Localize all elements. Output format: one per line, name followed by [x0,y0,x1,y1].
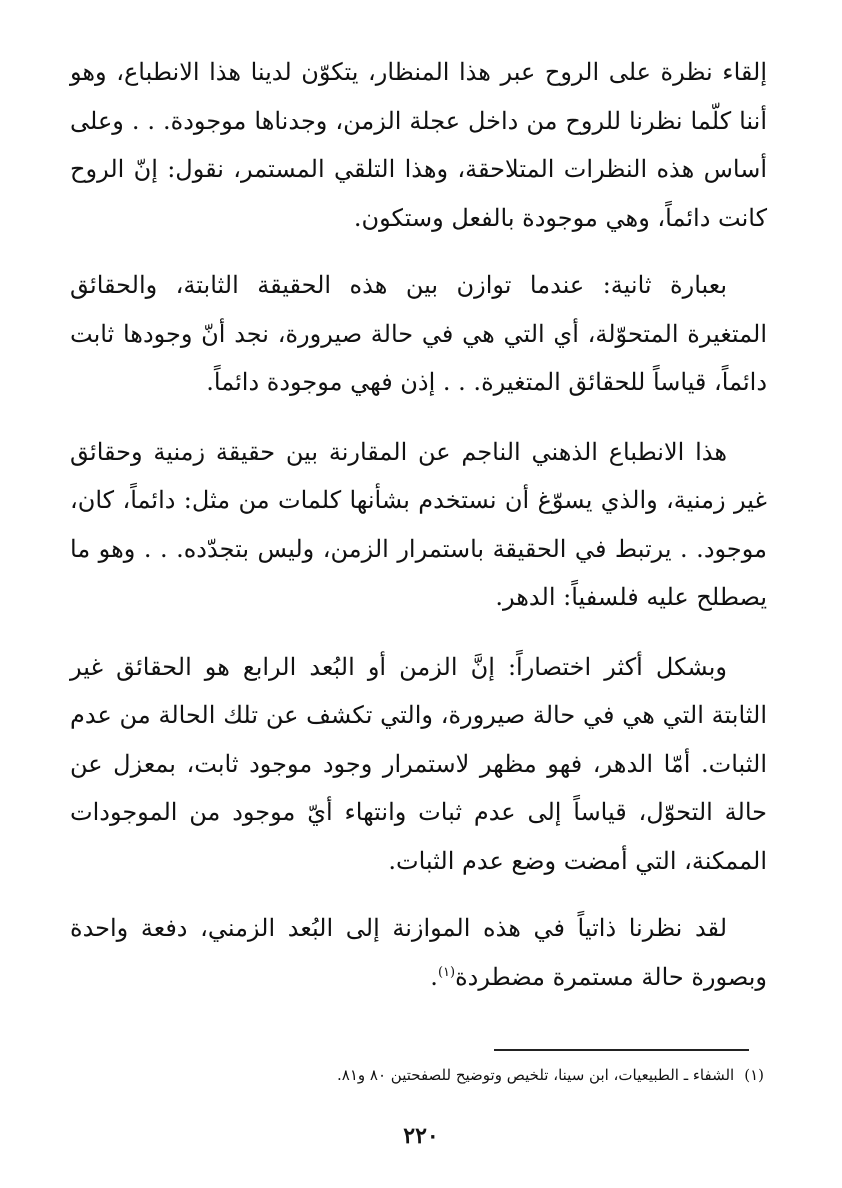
paragraph-2: بعبارة ثانية: عندما توازن بين هذه الحقيقة الثابتة، والحقائق المتغيرة المتحوّلة، أي التي هي في حالة صيرورة، نجد أنّ وجودها ثابت دائماً، قياساً للحقائق المتغيرة. . . إذن فهي موجودة دائماً. [70,271,767,396]
footnote-divider [494,1049,749,1051]
page-body [70,48,767,1001]
paragraph-5-end: . [430,962,438,991]
footnote-text: الشفاء ـ الطبيعيات، ابن سينا، تلخيص وتوضيح للصفحتين ٨٠ و٨١. [336,1066,735,1084]
page-number: ٢٢٠ [403,1123,439,1149]
paragraph-3: هذا الانطباع الذهني الناجم عن المقارنة بين حقيقة زمنية وحقائق غير زمنية، والذي يسوّغ أن نستخدم بشأنها كلمات من مثل: دائماً، كان، موجود. . يرتبط في الحقيقة باستمرار الزمن، وليس بتجدّده. . . وهو ما يصطلح عليه فلسفياً: الدهر. [70,437,767,611]
footnote-reference[interactable]: (١) [437,964,456,980]
paragraph-5-text: لقد نظرنا ذاتياً في هذه الموازنة إلى البُعد الزمني، دفعة واحدة وبصورة حالة مستمرة مضطردة [70,914,767,991]
paragraph-5 [70,904,767,1001]
paragraph-1: إلقاء نظرة على الروح عبر هذا المنظار، يتكوّن لدينا هذا الانطباع، وهو أننا كلّما نظرنا للروح من داخل عجلة الزمن، وجدناها موجودة. . . وعلى أساس هذه النظرات المتلاحقة، وهذا التلقي المستمر، نقول: إنّ الروح كانت دائماً، وهي موجودة بالفعل وستكون. [70,58,767,232]
paragraph-4: وبشكل أكثر اختصاراً: إنَّ الزمن أو البُعد الرابع هو الحقائق غير الثابتة التي هي في حالة صيرورة، والتي تكشف عن تلك الحالة من عدم الثبات. أمّا الدهر، فهو مظهر لاستمرار وجود موجود ثابت، بمعزل عن حالة التحوّل، قياساً إلى عدم ثبات وانتهاء أيّ موجود من الموجودات الممكنة، التي أمضت وضع عدم الثبات. [70,652,767,875]
footnote [70,1063,764,1087]
footnote-number: (١) [744,1066,764,1084]
